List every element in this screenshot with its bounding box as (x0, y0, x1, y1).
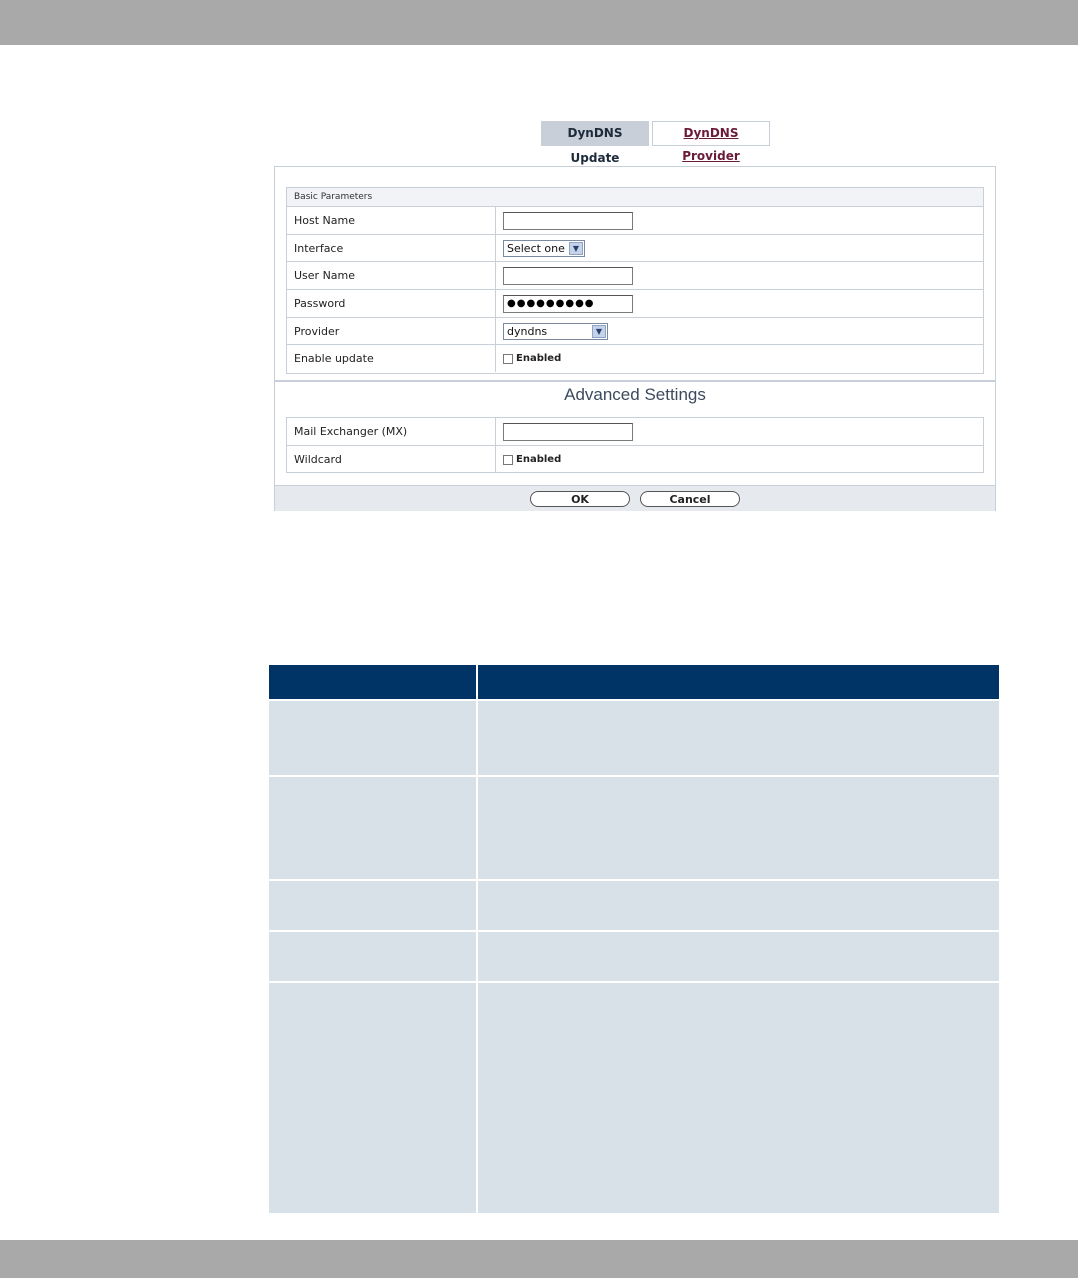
interface-row (287, 235, 983, 262)
user-name-label: User Name (287, 262, 496, 289)
provider-row (287, 318, 983, 345)
interface-label: Interface (287, 235, 496, 261)
description-table (269, 665, 999, 1213)
wildcard-row (287, 446, 983, 473)
table-row (269, 981, 999, 1213)
cancel-button[interactable]: Cancel (640, 491, 740, 507)
table-row (269, 930, 999, 981)
chevron-down-icon: ▼ (592, 325, 606, 338)
tab-dyndns-provider[interactable]: DynDNS Provider (652, 121, 770, 146)
interface-select-value: Select one (507, 241, 565, 255)
interface-select[interactable] (503, 240, 585, 257)
wildcard-label: Wildcard (287, 446, 496, 473)
chevron-down-icon: ▼ (569, 242, 583, 255)
table-cell (478, 983, 999, 1213)
ok-button[interactable]: OK (530, 491, 630, 507)
table-cell (269, 932, 478, 981)
provider-label: Provider (287, 318, 496, 344)
checkbox-icon[interactable] (503, 354, 513, 364)
basic-parameters-header: Basic Parameters (287, 188, 983, 207)
enable-update-checkbox-label: Enabled (516, 353, 562, 364)
advanced-settings-title[interactable]: Advanced Settings (564, 385, 706, 404)
table-cell (478, 701, 999, 775)
checkbox-icon[interactable] (503, 455, 513, 465)
tab-dyndns-update[interactable]: DynDNS Update (541, 121, 649, 146)
table-header-cell (269, 665, 478, 699)
table-header (269, 665, 999, 699)
bottom-gray-bar (0, 1240, 1078, 1278)
password-label: Password (287, 290, 496, 317)
enable-update-checkbox[interactable] (503, 353, 561, 364)
dyndns-form-panel (274, 166, 996, 511)
host-name-row (287, 207, 983, 235)
basic-parameters-section (286, 187, 984, 374)
enable-update-label: Enable update (287, 345, 496, 372)
table-cell (478, 932, 999, 981)
password-row (287, 290, 983, 318)
enable-update-row (287, 345, 983, 372)
mx-label: Mail Exchanger (MX) (287, 418, 496, 445)
form-footer (275, 485, 995, 511)
user-name-input[interactable] (503, 267, 633, 285)
table-cell (478, 881, 999, 930)
wildcard-checkbox-label: Enabled (516, 454, 562, 465)
host-name-input[interactable] (503, 212, 633, 230)
host-name-label: Host Name (287, 207, 496, 234)
provider-select-value: dyndns (507, 324, 548, 338)
table-cell (269, 701, 478, 775)
user-name-row (287, 262, 983, 290)
table-cell (269, 983, 478, 1213)
tab-bar (541, 121, 770, 165)
table-cell (269, 881, 478, 930)
section-divider (275, 380, 995, 382)
table-row (269, 699, 999, 775)
table-cell (478, 777, 999, 879)
table-row (269, 879, 999, 930)
table-row (269, 775, 999, 879)
top-gray-bar (0, 0, 1078, 45)
table-cell (269, 777, 478, 879)
advanced-settings-section (286, 417, 984, 473)
provider-select[interactable] (503, 323, 608, 340)
password-input[interactable] (503, 295, 633, 313)
mx-input[interactable] (503, 423, 633, 441)
wildcard-checkbox[interactable] (503, 454, 561, 465)
mx-row (287, 418, 983, 446)
